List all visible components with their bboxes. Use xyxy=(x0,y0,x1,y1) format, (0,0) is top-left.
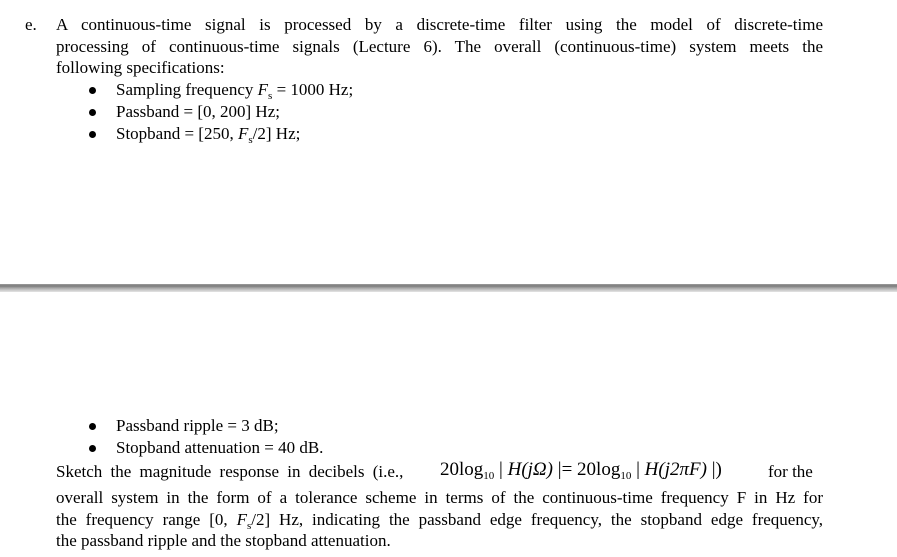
intro-line-3: following specifications: xyxy=(56,58,225,77)
sketch-line-1-start: Sketch the magnitude response in decibels (i.e., xyxy=(56,462,404,481)
magnitude-formula: $20\log_{10}$ | H(jΩ) |= $20\log_{10}$ | H(j2πF) |) xyxy=(440,459,722,482)
bullet-icon xyxy=(89,131,96,138)
page-divider xyxy=(0,284,897,292)
bullet-icon xyxy=(89,87,96,94)
intro-line-2: processing of continuous-time signals (Lecture 6). The overall (continuous-time) system meets the xyxy=(56,37,823,56)
bullet-icon xyxy=(89,445,96,452)
spec-item-passband-ripple: Passband ripple = 3 dB; xyxy=(116,416,279,435)
spec-item-passband: Passband = [0, 200] Hz; xyxy=(116,102,280,121)
sketch-line-1-end: for the xyxy=(768,462,813,481)
bullet-icon xyxy=(89,423,96,430)
sketch-line-2: overall system in the form of a tolerance scheme in terms of the continuous-time frequency F in Hz for xyxy=(56,488,823,507)
spec-item-sampling: Sampling frequency $F_s = 1000$ Hz; xyxy=(116,80,354,102)
problem-label: e. xyxy=(25,15,37,34)
bullet-icon xyxy=(89,109,96,116)
intro-line-1: A continuous-time signal is processed by a discrete-time filter using the model of discrete-time xyxy=(56,15,823,34)
sketch-line-4: the passband ripple and the stopband attenuation. xyxy=(56,531,391,550)
spec-item-stopband-attenuation: Stopband attenuation = 40 dB. xyxy=(116,438,324,457)
spec-item-stopband: Stopband = [250, $F_s/2$] Hz; xyxy=(116,124,301,146)
sketch-line-3: the frequency range [0, $F_s/2$] Hz, indicating the passband edge frequency, the stopband edge frequency, xyxy=(56,510,824,532)
